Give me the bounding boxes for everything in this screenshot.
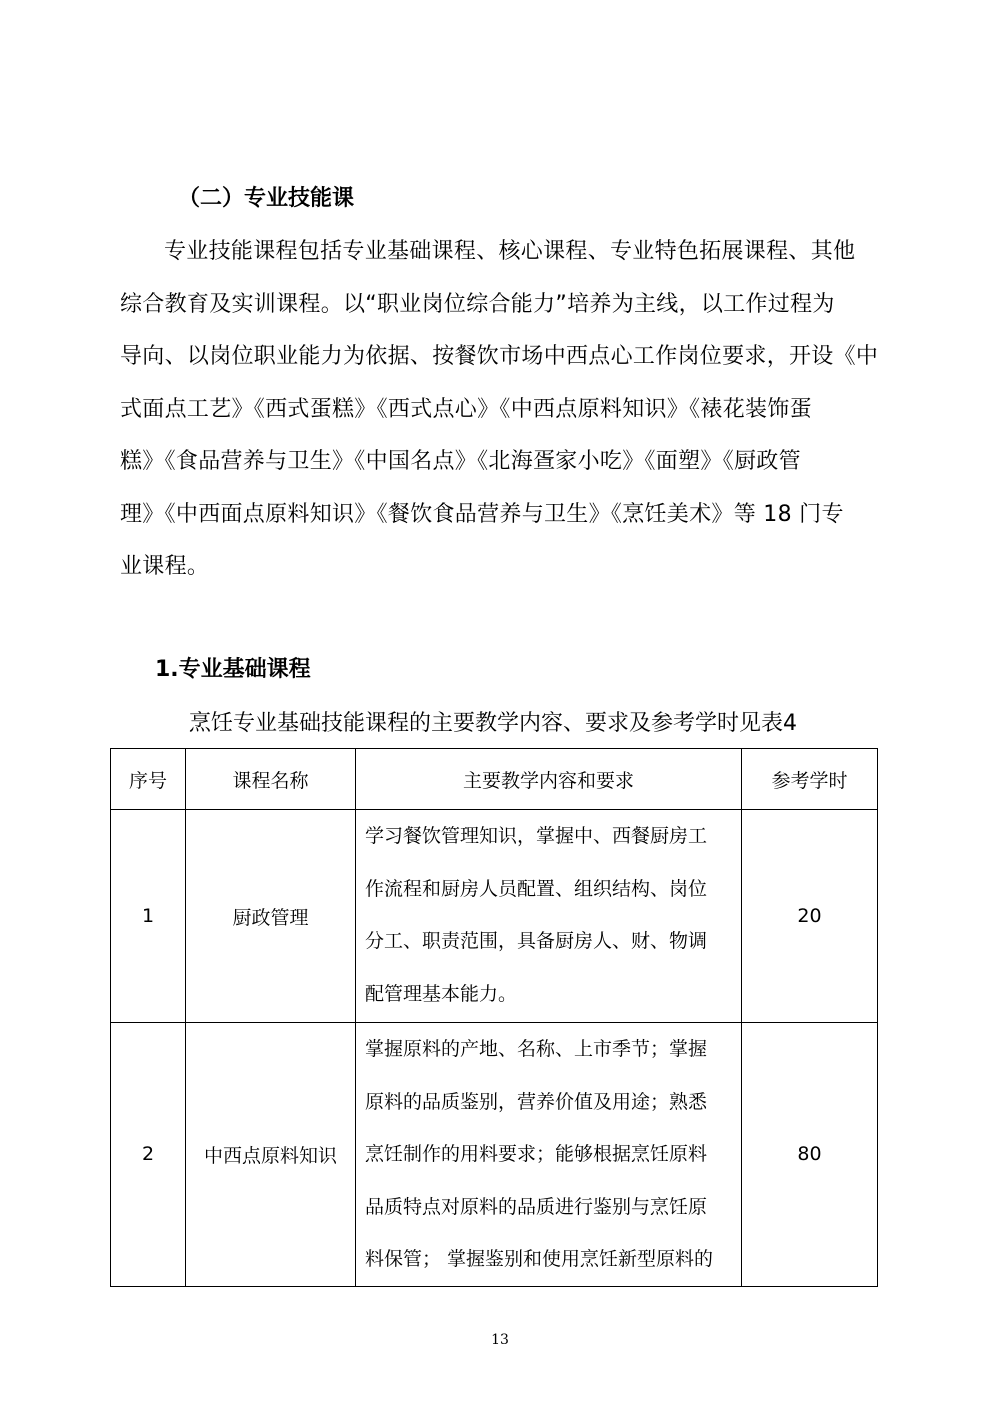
content-line: 烹饪制作的用料要求；能够根据烹饪原料	[365, 1143, 708, 1165]
paragraph-line: 综合教育及实训课程。以“职业岗位综合能力”培养为主线，以工作过程为	[120, 291, 835, 317]
cell-content	[356, 810, 742, 1023]
content-line: 品质特点对原料的品质进行鉴别与烹饪原	[365, 1195, 708, 1218]
paragraph-line: 业课程。	[120, 554, 210, 579]
header-hours: 参考学时	[742, 749, 878, 810]
cell-hours: 80	[742, 1023, 878, 1287]
content-line: 配管理基本能力。	[365, 982, 518, 1005]
paragraph-line: 专业技能课程包括专业基础课程、核心课程、专业特色拓展课程、其他	[164, 239, 856, 264]
table-caption: 烹饪专业基础技能课程的主要教学内容、要求及参考学时见表4	[189, 711, 797, 736]
content-line: 学习餐饮管理知识，掌握中、西餐厨房工	[365, 825, 708, 847]
header-course-name: 课程名称	[186, 749, 356, 810]
section-paragraph	[120, 226, 910, 594]
cell-course-name: 厨政管理	[186, 810, 356, 1023]
cell-content	[356, 1023, 742, 1287]
table-row	[111, 810, 878, 1023]
page-number: 13	[491, 1332, 509, 1348]
header-index: 序号	[111, 749, 186, 810]
content-line: 作流程和厨房人员配置、组织结构、岗位	[365, 877, 708, 900]
paragraph-line: 糕》《食品营养与卫生》《中国名点》《北海疍家小吃》《面塑》《厨政管	[120, 449, 801, 474]
subsection-heading: 1.专业基础课程	[155, 657, 311, 682]
header-content: 主要教学内容和要求	[356, 749, 742, 810]
content-line: 分工、职责范围，具备厨房人、财、物调	[365, 930, 708, 952]
table-header-row	[111, 749, 878, 810]
course-table	[110, 748, 878, 1287]
table-row	[111, 1023, 878, 1287]
cell-hours: 20	[742, 810, 878, 1023]
cell-index: 1	[111, 810, 186, 1023]
content-line: 料保管； 掌握鉴别和使用烹饪新型原料的	[365, 1248, 714, 1270]
paragraph-line: 理》《中西面点原料知识》《餐饮食品营养与卫生》《烹饪美术》等 18 门专	[120, 501, 844, 527]
content-line: 掌握原料的产地、名称、上市季节；掌握	[365, 1038, 708, 1060]
section-heading: （二）专业技能课	[178, 186, 355, 211]
content-line: 原料的品质鉴别，营养价值及用途；熟悉	[365, 1090, 708, 1113]
cell-course-name: 中西点原料知识	[186, 1023, 356, 1287]
cell-index: 2	[111, 1023, 186, 1287]
paragraph-line: 式面点工艺》《西式蛋糕》《西式点心》《中西点原料知识》《裱花装饰蛋	[120, 396, 812, 422]
paragraph-line: 导向、以岗位职业能力为依据、按餐饮市场中西点心工作岗位要求，开设《中	[120, 344, 879, 369]
